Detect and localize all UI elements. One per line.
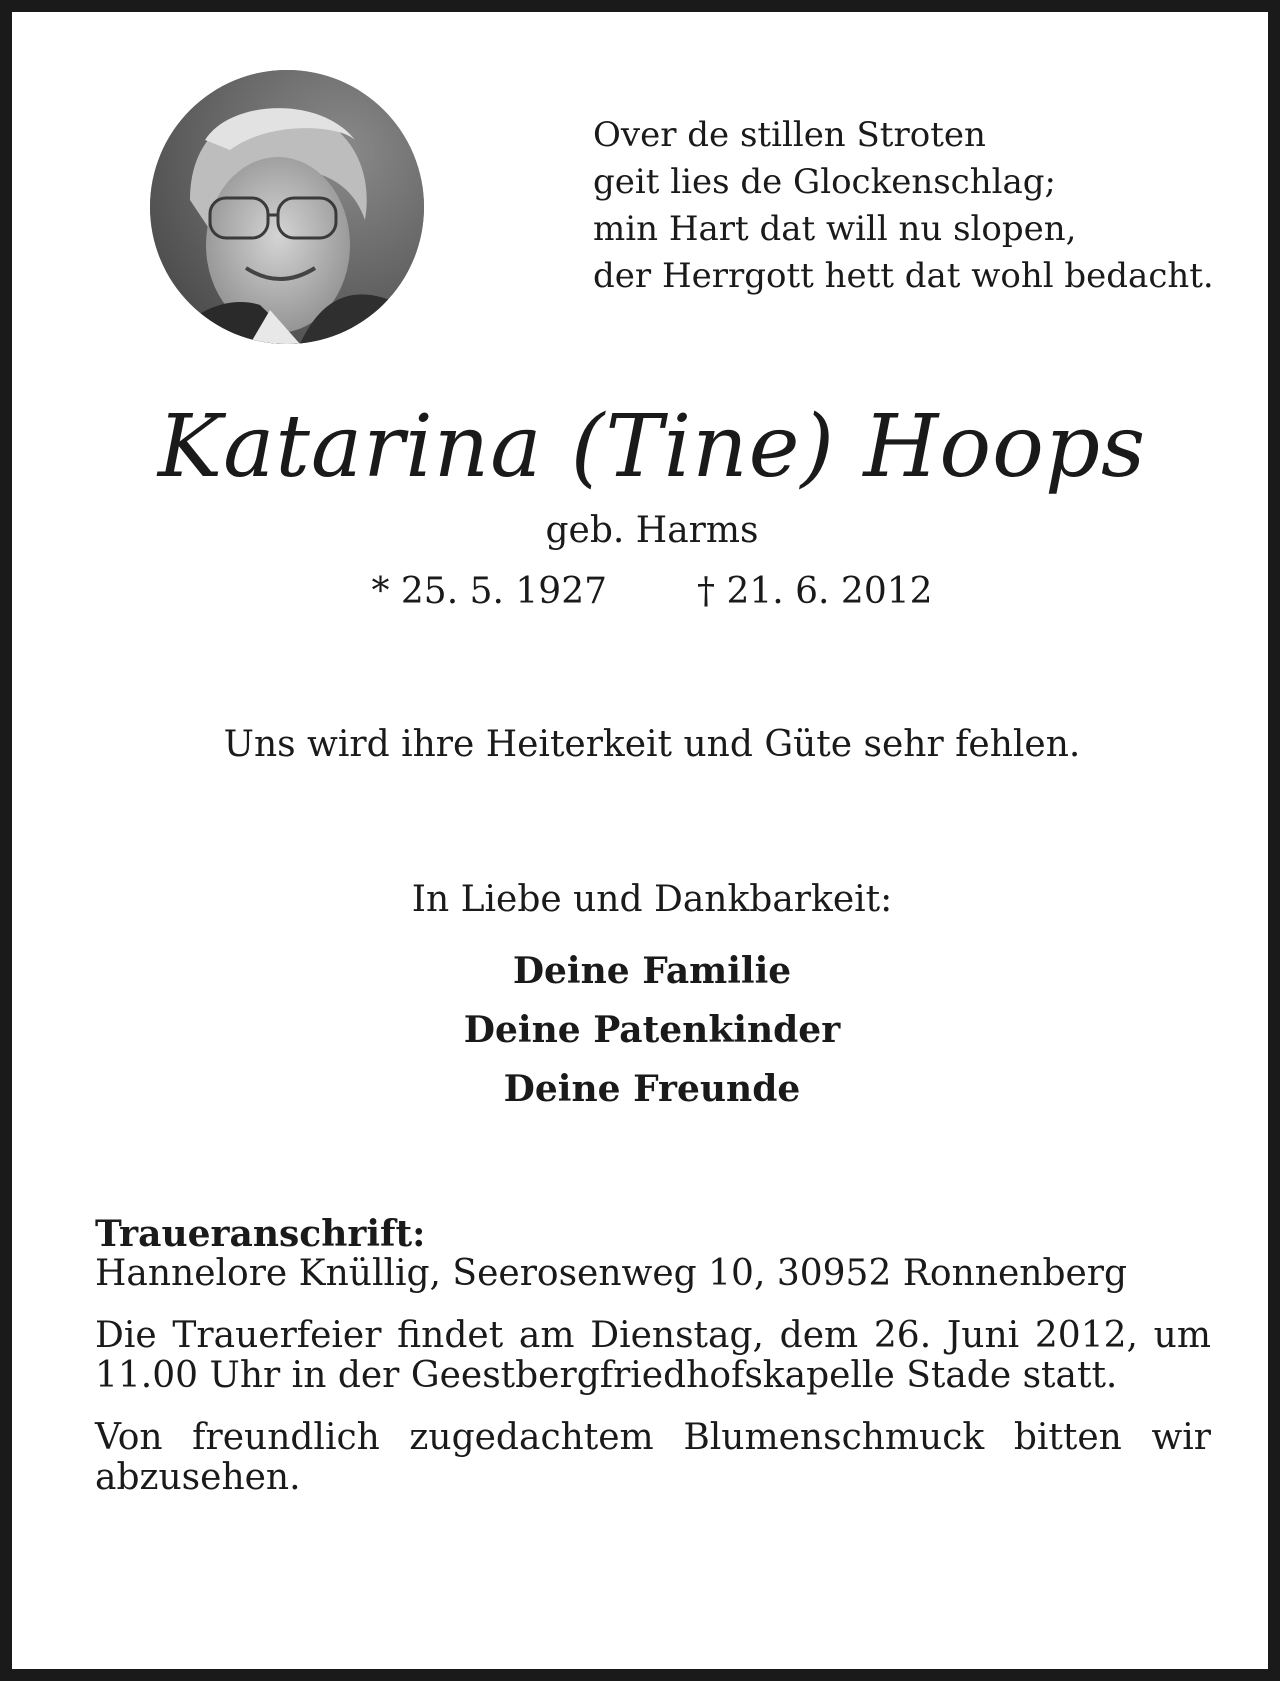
deceased-name: Katarina (Tine) Hoops: [157, 397, 1147, 497]
flowers-notice: Von freundlich zugedachtem Blumenschmuck bitten wir abzusehen.: [95, 1417, 1211, 1498]
poem-line: Over de stillen Stroten: [593, 115, 986, 155]
poem-line: der Herrgott hett dat wohl bedacht.: [593, 256, 1214, 296]
poem: [593, 112, 1233, 300]
address-label: Traueranschrift:: [95, 1213, 426, 1255]
signer: Deine Familie: [512, 950, 792, 992]
poem-line: min Hart dat will nu slopen,: [593, 209, 1077, 249]
death-date: † 21. 6. 2012: [697, 571, 933, 612]
birth-name: geb. Harms: [545, 510, 759, 551]
mourning-address: Hannelore Knüllig, Seerosenweg 10, 30952 Ronnenberg: [95, 1253, 1128, 1294]
info-block: [95, 1214, 1211, 1498]
closing-intro: In Liebe und Dankbarkeit:: [411, 879, 893, 920]
poem-line: geit lies de Glockenschlag;: [593, 162, 1056, 202]
signers-list: [12, 942, 1280, 1119]
ceremony-notice: Die Trauerfeier findet am Dienstag, dem 26. Juni 2012, um 11.00 Uhr in der Geestbergfriedhofskapelle Stade statt.: [95, 1315, 1211, 1396]
tribute-line: Uns wird ihre Heiterkeit und Güte sehr fehlen.: [223, 724, 1081, 765]
portrait-photo: [150, 70, 424, 344]
birth-date: * 25. 5. 1927: [371, 571, 607, 612]
signer: Deine Patenkinder: [463, 1009, 841, 1051]
signer: Deine Freunde: [503, 1068, 801, 1110]
life-dates: [12, 568, 1280, 616]
